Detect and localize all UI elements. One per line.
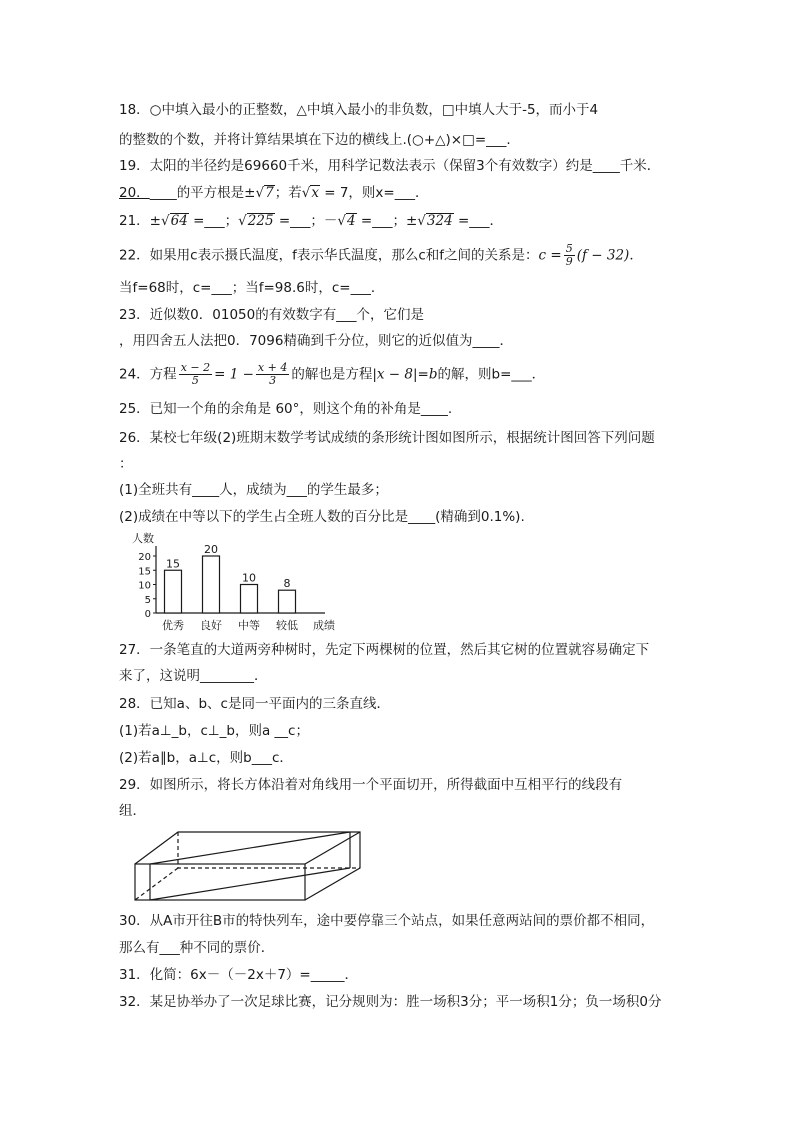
q24-part-f: 的解，则b=___． [437,366,546,383]
q22-line2: 当f=68时，c=___；当f=98.6时，c=___． [119,280,385,296]
q23-line1: 23．近似数0．01050的有效数字有___个，它们是 [119,307,424,323]
bar-chart-svg [130,530,345,635]
x-tick-label: 较低 [276,619,298,632]
cuboid-hidden-diag [135,868,178,900]
q24-frac2-den: 3 [269,374,277,387]
q21-part-a: 21．± [119,213,161,229]
q20-sqrt-x: x [311,185,319,201]
q22-fraction [564,243,575,268]
bar-value-label: 20 [204,543,218,556]
y-tick-label: 0 [144,609,151,620]
q20-text: 20．____的平方根是±√7；若√x = 7，则x=___． [119,185,429,201]
y-tick-label: 15 [138,566,151,578]
q24-part-b: 的解也是方程| [291,366,377,383]
y-axis-label: 人数 [132,532,154,545]
q18-line1: 18．○中填入最小的正整数，△中填入最小的非负数，□中填人大于-5，而小于4 [119,102,599,118]
q24-frac1-den: 5 [191,374,199,387]
q22-c-eq: c = [538,247,562,264]
q20-part-a: 20． [119,185,150,201]
q21-text: 21．±√64 =___；√225 =___；－√4 =___；±√324 =___． [119,213,504,229]
q27-line2: 来了，这说明________． [119,668,268,684]
q30-line1: 30．从A市开往B市的特快列车，途中要停靠三个站点，如果任意两站间的票价都不相同， [119,913,655,929]
q24-mid: = 1 − [214,366,254,383]
q27-line1: 27．一条笔直的大道两旁种树时，先定下两棵树的位置，然后其它树的位置就容易确定下 [119,642,650,658]
q21-part-c: =___； [188,213,239,229]
q26-sub1: (1)全班共有____人，成绩为___的学生最多； [119,482,388,498]
q21-sqrt-225: 225 [247,213,274,229]
q26-line1: 26．某校七年级(2)班期末数学考试成绩的条形统计图如图所示，根据统计图回答下列问题 [119,430,655,446]
q21-sqrt-64: 64 [170,213,188,229]
q24-fraction-2 [256,362,289,387]
q19-text: 19．太阳的半径约是69660千米，用科学记数法表示（保留3个有效数字）约是____千米． [119,158,661,174]
q28-line1: 28．已知a、b、c是同一平面内的三条直线． [119,696,390,712]
y-tick-label: 10 [138,580,151,592]
cuboid-back-edges [135,832,360,900]
q23-line2: ，用四舍五人法把0．7096精确到千分位，则它的近似值为____． [119,333,513,349]
bar-chart [130,530,345,635]
cuboid-svg [130,826,365,904]
y-tick-label: 20 [138,552,151,563]
q20-part-f: = 7，则x=___． [319,185,429,201]
section-line-top [150,832,350,864]
x-axis-label: 成绩 [313,619,335,632]
q22-text: 22．如果用c表示摄氏温度，f表示华氏温度，那么c和f之间的关系是： [119,247,539,264]
q22-line1 [119,243,643,268]
q21-part-e: =___；－ [274,213,338,229]
q24-frac1-num: x − 2 [180,361,211,374]
bar-value-label: 10 [242,571,256,585]
bar-value-label: 8 [283,577,291,591]
q24-abs: x − 8 [376,366,413,383]
bar-3 [241,585,258,614]
q22-f-part: (f − 32) [576,247,630,264]
q25-text: 25．已知一个角的余角是 60°，则这个角的补角是____. [119,401,453,417]
x-tick-label: 良好 [200,619,222,632]
q22-frac-den: 9 [565,255,573,268]
y-tick-label: 5 [144,594,151,606]
q24-frac2-num: x + 4 [257,361,288,374]
q28-sub2: (2)若a∥b，a⊥c，则b___c． [119,750,293,766]
q30-line2: 那么有___种不同的票价． [119,940,275,956]
x-tick-label: 优秀 [162,619,184,632]
q21-sqrt-324: 324 [426,213,453,229]
cuboid-front-face [135,864,305,900]
q26-sub2: (2)成绩在中等以下的学生占全班人数的百分比是____(精确到0.1%). [119,509,525,525]
q22-frac-num: 5 [565,242,573,255]
q26-line2: ： [119,456,133,472]
q21-part-i: =___． [453,213,504,229]
q20-part-b: ____的平方根是± [149,185,256,201]
section-line-bottom [150,868,350,900]
bar-2 [203,556,220,613]
q31-text: 31．化简：6x－（－2x＋7）=_____． [119,967,358,983]
q32-text: 32．某足协举办了一次足球比赛，记分规则为：胜一场积3分；平一场积1分；负一场积0分 [119,994,662,1010]
q21-sqrt-4: 4 [347,213,356,229]
q24-fraction-1 [179,362,212,387]
q24-part-a: 24．方程 [119,366,177,383]
q20-part-d: ；若 [274,185,302,201]
bar-value-label: 15 [166,557,180,571]
q24-b: b [428,366,438,383]
bar-1 [165,570,182,613]
q24-text [119,362,545,387]
q24-part-d: |= [413,366,429,383]
q29-line2: 组． [119,803,146,819]
q29-line1: 29．如图所示，将长方体沿着对角线用一个平面切开，所得截面中互相平行的线段有 [119,777,623,793]
q20-sqrt-7: 7 [265,185,274,201]
q21-part-g: =___；± [356,213,418,229]
cuboid-figure [130,826,365,908]
q28-sub1: (1)若a⊥_b，c⊥_b，则a __c； [119,723,309,739]
cuboid-top-right-edge [305,832,360,864]
q22-end: ． [629,247,643,264]
x-tick-label: 中等 [238,619,260,632]
q18-line2: 的整数的个数，并将计算结果填在下边的横线上.(○+△)×□=___. [119,132,511,148]
bar-4 [279,590,296,613]
cuboid-hidden-edges [178,832,360,868]
